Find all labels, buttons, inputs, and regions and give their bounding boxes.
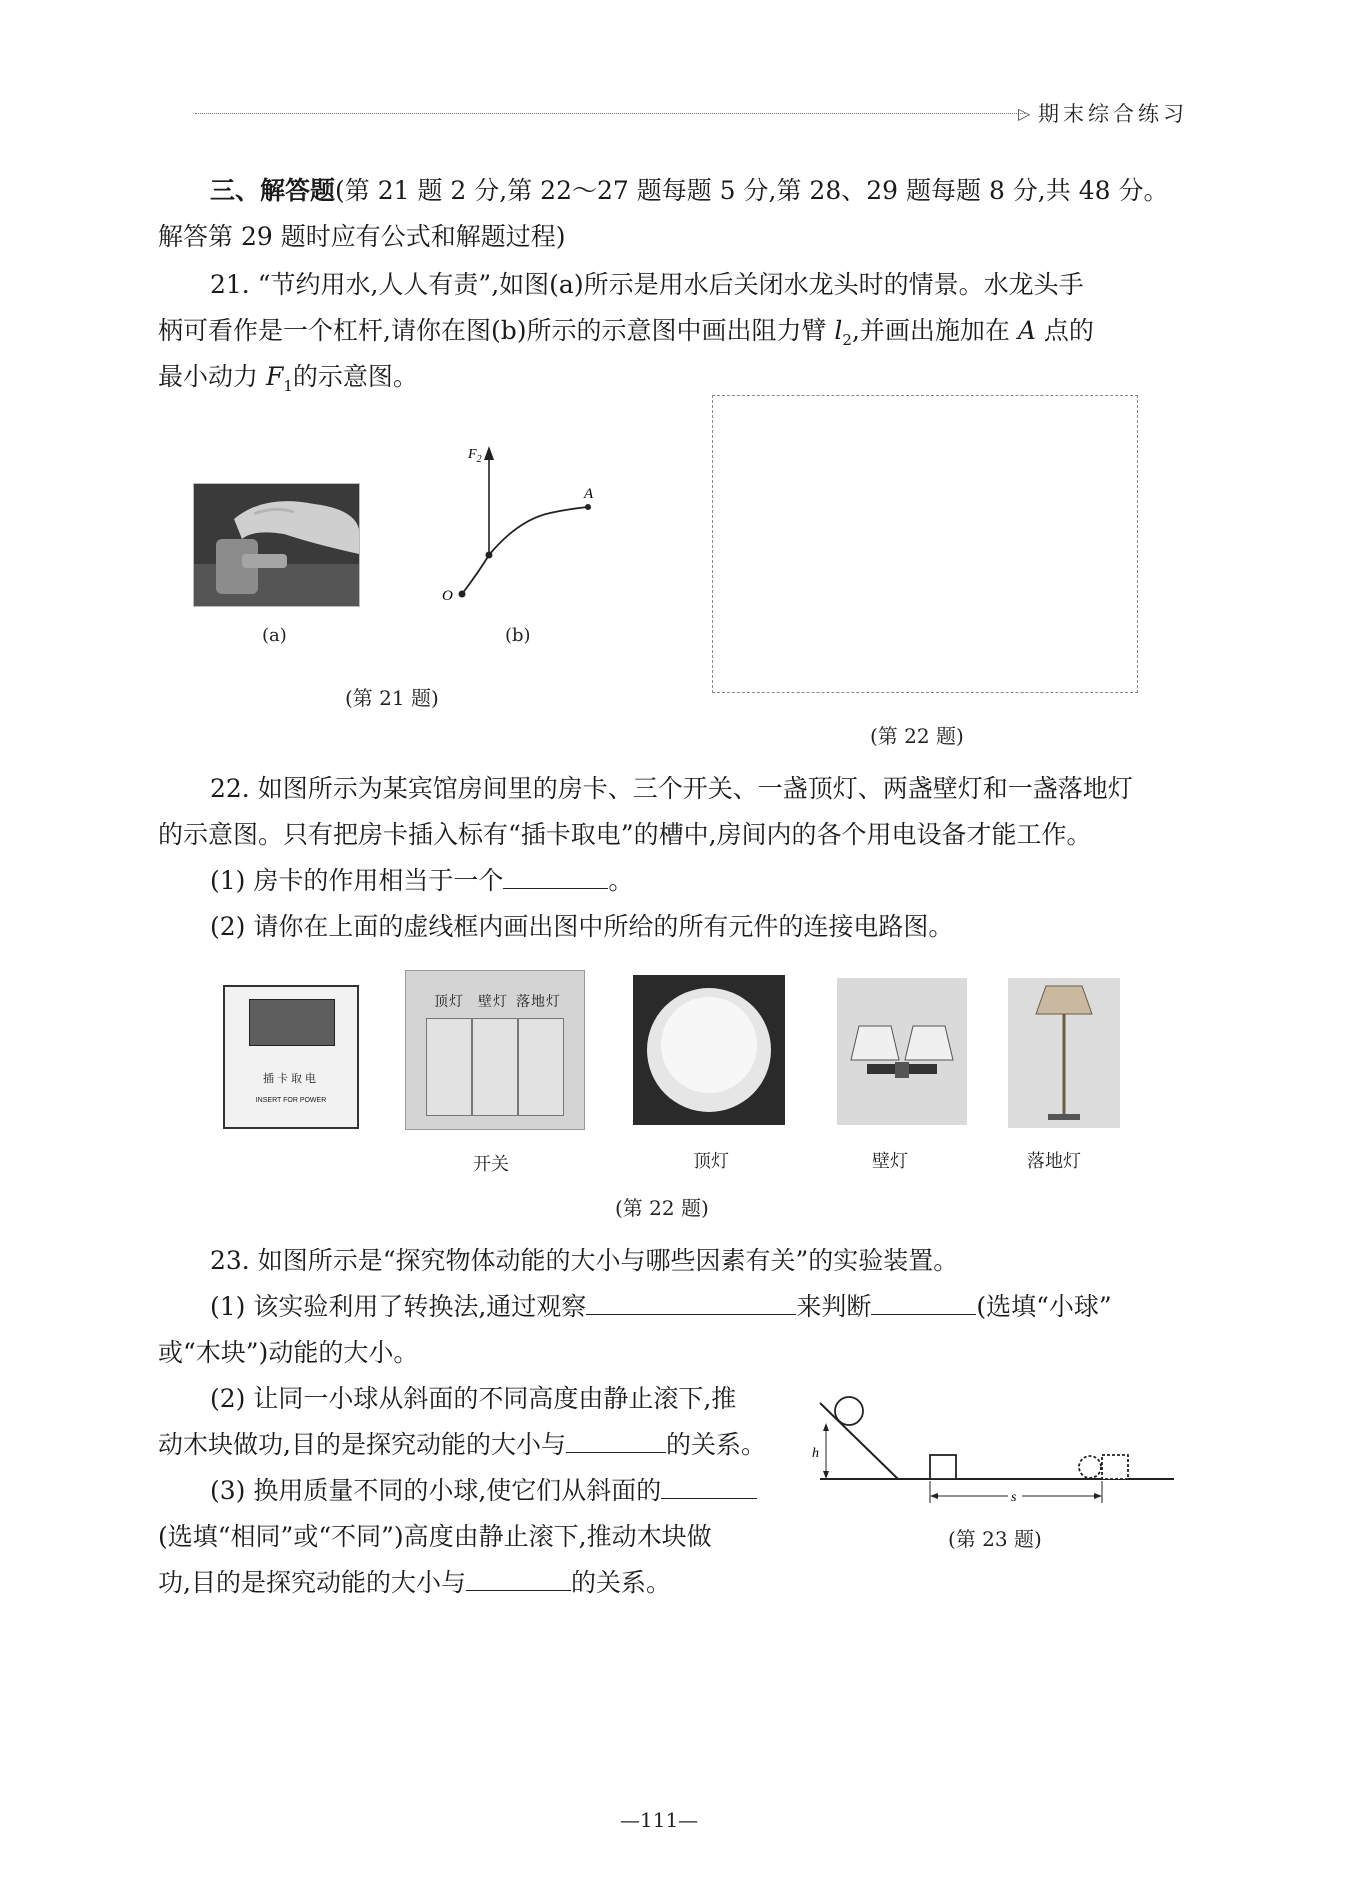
- point-o: [459, 591, 466, 598]
- label-floor-lamp: 落地灯: [1027, 1151, 1081, 1172]
- ceiling-light-illustration: [633, 975, 785, 1125]
- s-arrow-left: [930, 1493, 938, 1499]
- q23-sub2-line2: [158, 1422, 766, 1468]
- q23-sub1-text-c: (选填“小球”: [976, 1292, 1112, 1321]
- floor-lamp-photo: [1008, 978, 1120, 1128]
- lever-curve: [462, 507, 588, 594]
- f2-label: $F_2$: [468, 447, 482, 465]
- switch-panel: [405, 970, 585, 1130]
- label-switch: 开关: [473, 1154, 509, 1175]
- wood-block-end-dashed: [1102, 1455, 1128, 1479]
- q23-answer-blank-4[interactable]: [661, 1474, 757, 1499]
- q23-sub3-end: 的关系。: [570, 1568, 671, 1597]
- q23-answer-blank-2[interactable]: [871, 1290, 976, 1315]
- header-rule: [195, 113, 1025, 114]
- q23-sub1-cont: 或“木块”)动能的大小。: [158, 1338, 419, 1367]
- a-label: A: [584, 486, 594, 502]
- pivot-point: [486, 552, 493, 559]
- o-label: O: [442, 588, 453, 604]
- q21-line3-text-b: 的示意图。: [292, 362, 418, 391]
- running-header: 期末综合练习: [1038, 102, 1188, 126]
- switch-label-2: 壁灯: [478, 994, 508, 1010]
- q21-line3-text-a: 最小动力: [158, 362, 266, 391]
- label-wall-lamp: 壁灯: [872, 1151, 908, 1172]
- q21-line2-text-b: ,并画出施加在: [851, 316, 1018, 345]
- section-rules-line1: [210, 168, 1168, 214]
- label-ceiling-light: 顶灯: [693, 1151, 729, 1172]
- q22-sub1-text: (1) 房卡的作用相当于一个: [210, 866, 504, 895]
- card-slot-en-label: INSERT FOR POWER: [255, 1097, 327, 1104]
- fig-b-label: (b): [505, 625, 531, 646]
- lever-diagram: [438, 438, 608, 613]
- q22-sub1-end: 。: [608, 866, 634, 895]
- s-arrow-right: [1094, 1493, 1102, 1499]
- circuit-drawing-box[interactable]: [712, 395, 1138, 693]
- f1-subscript: 1: [283, 377, 293, 395]
- q23-caption: (第 23 题): [948, 1527, 1042, 1551]
- section-heading: 三、解答题: [210, 176, 336, 205]
- point-a: [585, 504, 591, 510]
- wood-block-start: [930, 1455, 956, 1479]
- q22-line1: 22. 如图所示为某宾馆房间里的房卡、三个开关、一盏顶灯、两盏壁灯和一盏落地灯: [210, 774, 1133, 803]
- q23-sub1-text-b: 来判断: [796, 1292, 872, 1321]
- faucet-photo: [193, 483, 360, 607]
- l2-subscript: 2: [842, 331, 852, 349]
- ball-end-dashed: [1079, 1456, 1101, 1478]
- ball-top: [835, 1397, 863, 1425]
- floor-lamp-illustration: [1008, 978, 1120, 1128]
- q22-box-caption: (第 22 题): [870, 724, 964, 748]
- q21-line3: [158, 354, 418, 409]
- arrow-right-icon: ▷: [1018, 104, 1031, 123]
- ramp-experiment-diagram: [812, 1385, 1182, 1510]
- h-label: h: [812, 1446, 819, 1461]
- q23-sub3-text-c: 功,目的是探究动能的大小与: [158, 1568, 466, 1597]
- height-arrow-up: [823, 1423, 829, 1431]
- switch-3: [518, 1018, 564, 1116]
- q23-sub3-line2: (选填“相同”或“不同”)高度由静止滚下,推动木块做: [158, 1522, 712, 1551]
- page-number: —111—: [620, 1808, 699, 1832]
- wall-lamp-illustration: [837, 978, 967, 1125]
- q23-answer-blank-5[interactable]: [466, 1566, 571, 1591]
- q21-line2-text-c: 点的: [1035, 316, 1094, 345]
- q21-caption: (第 21 题): [345, 686, 439, 710]
- switch-2: [472, 1018, 518, 1116]
- point-a-symbol: A: [1017, 316, 1036, 345]
- q23-sub3-line3: [158, 1560, 671, 1606]
- q23-answer-blank-1[interactable]: [586, 1290, 796, 1315]
- q23-answer-blank-3[interactable]: [566, 1428, 666, 1453]
- section-rules-1: (第 21 题 2 分,第 22～27 题每题 5 分,第 28、29 题每题 8 分,共 48 分。: [335, 176, 1169, 205]
- q23-sub2-line1: (2) 让同一小球从斜面的不同高度由静止滚下,推: [210, 1384, 737, 1413]
- s-label: s: [1011, 1490, 1017, 1505]
- f2-arrowhead: [484, 446, 494, 460]
- q23-line1: 23. 如图所示是“探究物体动能的大小与哪些因素有关”的实验装置。: [210, 1246, 959, 1275]
- q23-sub1: [210, 1284, 1112, 1330]
- q23-sub3-text-a: (3) 换用质量不同的小球,使它们从斜面的: [210, 1476, 662, 1505]
- wall-lamp-photo: [837, 978, 967, 1125]
- q22-sub1: [210, 858, 633, 904]
- q23-sub2-end: 的关系。: [665, 1430, 766, 1459]
- height-arrow-down: [823, 1471, 829, 1479]
- switch-1: [426, 1018, 472, 1116]
- q22-answer-blank-1[interactable]: [503, 864, 608, 889]
- f1-symbol: F: [265, 362, 284, 391]
- q21-line1: 21. “节约用水,人人有责”,如图(a)所示是用水后关闭水龙头时的情景。水龙头手: [210, 270, 1084, 299]
- fig-a-label: (a): [262, 625, 287, 646]
- section-rules-line2: 解答第 29 题时应有公式和解题过程): [158, 222, 566, 251]
- q23-sub1-text-a: (1) 该实验利用了转换法,通过观察: [210, 1292, 587, 1321]
- room-card: [249, 999, 335, 1046]
- q23-sub3-line1: [210, 1468, 757, 1514]
- switch-label-1: 顶灯: [434, 994, 464, 1010]
- l2-symbol: l: [834, 316, 843, 345]
- q22-line2: 的示意图。只有把房卡插入标有“插卡取电”的槽中,房间内的各个用电设备才能工作。: [158, 820, 1092, 849]
- card-slot-label: 插卡取电: [263, 1072, 319, 1085]
- q22-caption: (第 22 题): [615, 1196, 709, 1220]
- q22-sub2: (2) 请你在上面的虚线框内画出图中所给的所有元件的连接电路图。: [210, 912, 954, 941]
- faucet-illustration: [194, 484, 359, 606]
- room-card-holder: [223, 985, 359, 1129]
- ceiling-light-photo: [633, 975, 785, 1125]
- q21-line2-text-a: 柄可看作是一个杠杆,请你在图(b)所示的示意图中画出阻力臂: [158, 316, 835, 345]
- switch-label-3: 落地灯: [516, 994, 561, 1010]
- q23-sub2-text: 动木块做功,目的是探究动能的大小与: [158, 1430, 566, 1459]
